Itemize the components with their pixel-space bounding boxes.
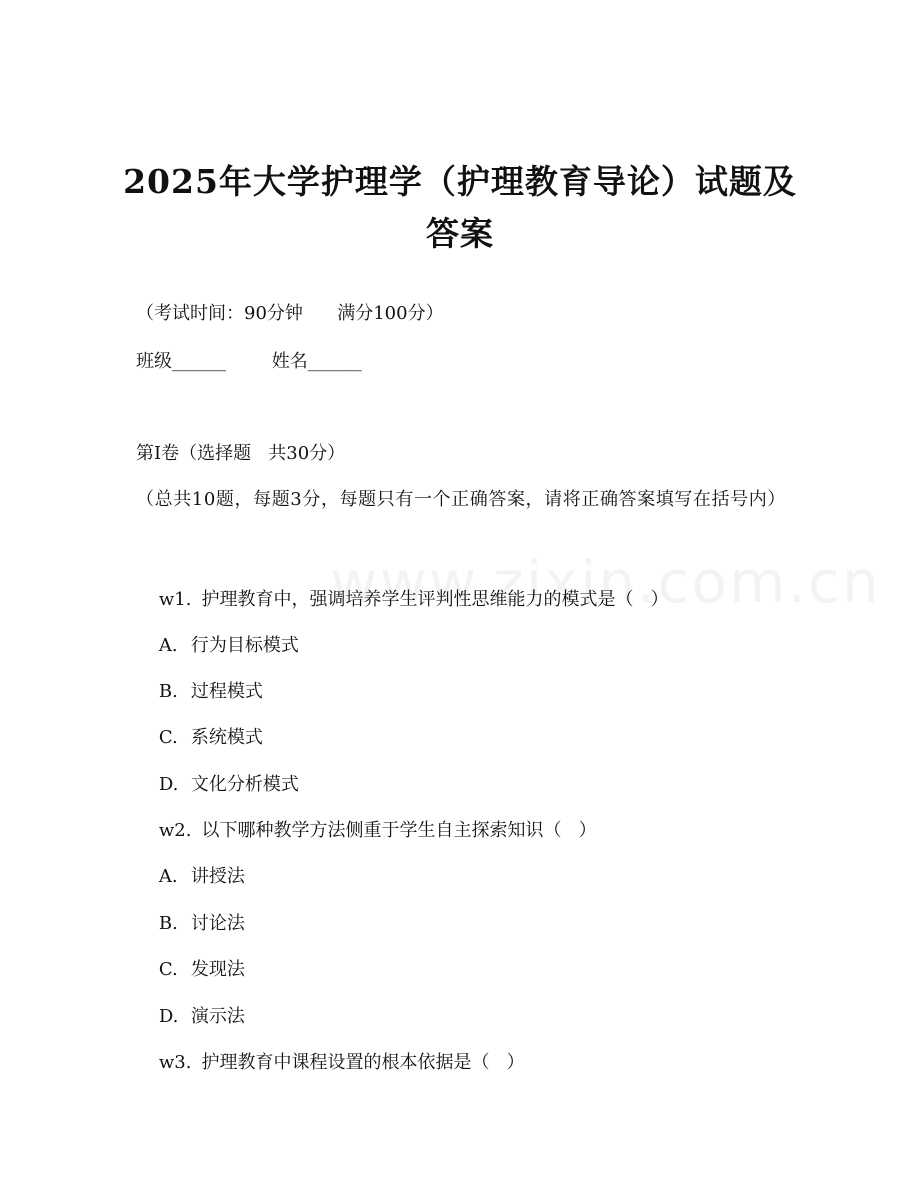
option-text: 文化分析模式: [190, 774, 299, 795]
document-title-line-1: 2025年大学护理学（护理教育导论）试题及: [123, 162, 797, 201]
question-number: w2.: [158, 820, 192, 841]
option-text: 讲授法: [190, 866, 245, 887]
option-text: 过程模式: [190, 681, 263, 702]
class-name-field: 班级______ 姓名______: [136, 351, 362, 372]
question-text: 以下哪种教学方法侧重于学生自主探索知识（ ）: [201, 820, 597, 841]
question-text: 护理教育中，强调培养学生评判性思维能力的模式是（ ）: [201, 589, 669, 610]
section-title: 第I卷（选择题 共30分）: [136, 443, 346, 464]
option-letter: D.: [158, 1006, 179, 1027]
instructions: （总共10题，每题3分，每题只有一个正确答案，请将正确答案填写在括号内）: [136, 489, 786, 510]
question-number: w1.: [158, 589, 192, 610]
option-text: 系统模式: [190, 727, 263, 748]
question-3: [136, 1030, 525, 1096]
question-text: 护理教育中课程设置的根本依据是（ ）: [201, 1052, 525, 1073]
document-title-line-2: 答案: [426, 214, 494, 253]
option-text: 发现法: [190, 959, 245, 980]
option-letter: C.: [158, 959, 178, 980]
option-text: 演示法: [190, 1006, 245, 1027]
option-text: 行为目标模式: [190, 635, 299, 656]
option-letter: C.: [158, 727, 178, 748]
option-letter: B.: [158, 913, 178, 934]
option-text: 讨论法: [190, 913, 245, 934]
option-letter: D.: [158, 774, 179, 795]
option-letter: A.: [158, 866, 178, 887]
exam-info: （考试时间：90分钟 满分100分）: [136, 303, 444, 324]
option-letter: A.: [158, 635, 178, 656]
option-letter: B.: [158, 681, 178, 702]
question-number: w3.: [158, 1052, 192, 1073]
